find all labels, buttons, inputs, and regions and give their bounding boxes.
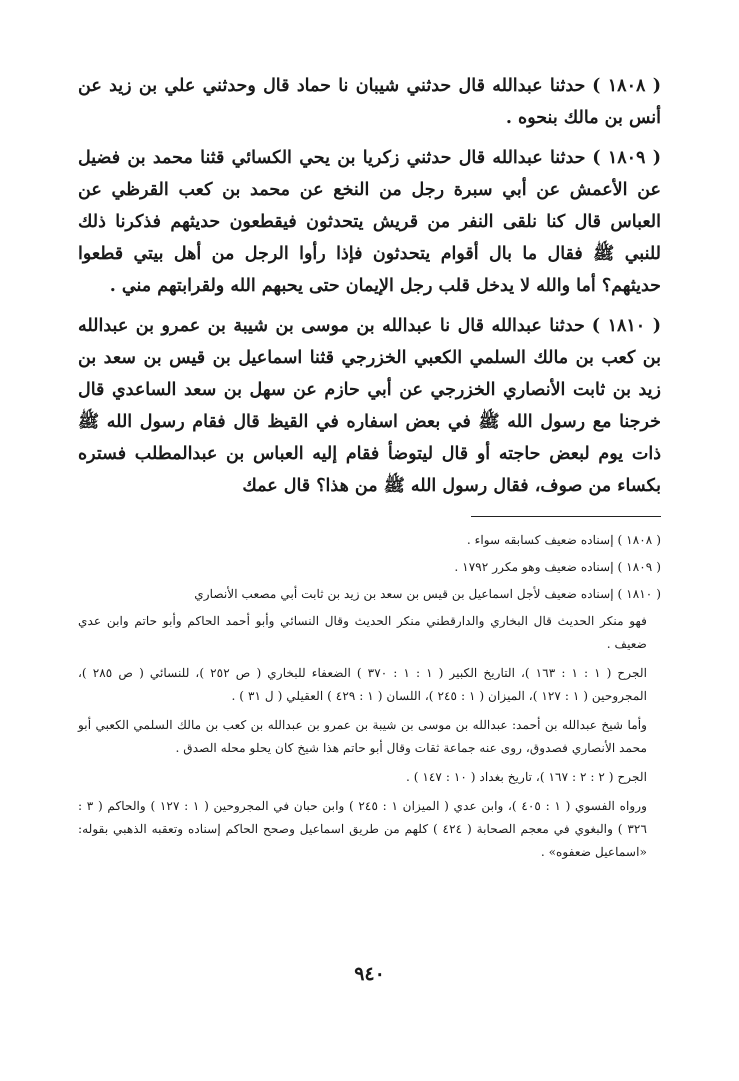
hadith-number: ( ١٨٠٩ ) [592, 148, 661, 168]
hadith-text: حدثنا عبدالله قال حدثني زكريا بن يحي الكسائي قثنا محمد بن فضيل عن الأعمش عن أبي سبرة رجل من النخع عن محمد بن كعب القرظي عن العباس قال كنا نلقى النفر من قريش يتحدثون فيقطعون حديثهم فذكرنا ذلك للنبي ﷺ فقال ما بال أقوام يتحدثون فإذا رأوا الرجل من أهل بيتي قطعوا حديثهم؟ أما والله لا يدخل قلب رجل الإيمان حتى يحبهم الله ولقرابتهم مني . [78, 148, 661, 296]
hadith-1810 [78, 310, 661, 502]
hadith-text: حدثنا عبدالله قال حدثني شيبان نا حماد قال وحدثني علي بن زيد عن أنس بن مالك بنحوه . [78, 76, 661, 128]
hadith-section [78, 70, 661, 502]
footnote-paragraph: وأما شيخ عبدالله بن أحمد: عبدالله بن موسى بن شيبة بن عمرو بن عبدالله بن كعب بن مالك السلمي الكعبي أبو محمد الأنصاري فصدوق، روى عنه جماعة ثقات وقال أبو حاتم هذا شيخ كان يحلو محله الصدق . [78, 718, 647, 755]
hadith-number: ( ١٨١٠ ) [591, 316, 661, 336]
footnote-paragraph: الجرح ( ١ : ١ : ١٦٣ )، التاريخ الكبير ( ١ : ١ : ٣٧٠ ) الضعفاء للبخاري ( ص ٢٥٢ )، للنسائي ( ص ٢٨٥ )، المجروحين ( ١ : ١٢٧ )، الميزان ( ١ : ٢٤٥ )، اللسان ( ١ : ٤٢٩ ) العقيلي ( ل ٣١ ) . [78, 666, 647, 703]
footnote-1809: ( ١٨٠٩ ) إسناده ضعيف وهو مكرر ١٧٩٢ . [454, 560, 661, 574]
footnotes-section [78, 529, 661, 864]
hadith-text: حدثنا عبدالله قال نا عبدالله بن موسى بن شيبة بن عمرو بن عبدالله بن كعب بن مالك السلمي الكعبي الخزرجي قثنا اسماعيل بن قيس بن سعد بن زيد بن ثابت الأنصاري الخزرجي عن أبي حازم عن سهل بن سعد الساعدي قال خرجنا مع رسول الله ﷺ في بعض اسفاره في القيظ قال فقام رسول الله ﷺ ذات يوم لبعض حاجته أو قال ليتوضأ فقام إليه العباس بن عبدالمطلب فستره بكساء من صوف، فقال رسول الله ﷺ من هذا؟ قال عمك [78, 316, 661, 496]
page-number: ٩٤٠ [354, 963, 385, 985]
footnote-paragraph: ورواه الفسوي ( ١ : ٤٠٥ )، وابن عدي ( الميزان ١ : ٢٤٥ ) وابن حبان في المجروحين ( ١ : ١٢٧ ) والحاكم ( ٣ : ٣٢٦ ) والبغوي في معجم الصحابة ( ٤٢٤ ) كلهم من طريق اسماعيل وصحح الحاكم إسناده وتعقبه الذهبي بقوله: «اسماعيل ضعفوه» . [78, 799, 648, 859]
footnote-1810: ( ١٨١٠ ) إسناده ضعيف لأجل اسماعيل بن قيس بن سعد بن زيد بن ثابت أبي مصعب الأنصاري [194, 587, 661, 601]
hadith-1808 [78, 70, 661, 134]
footnote-paragraph: فهو منكر الحديث قال البخاري والدارقطني منكر الحديث وقال النسائي وأبو أحمد الحاكم وأبو حاتم وابن عدي ضعيف . [78, 614, 647, 651]
footnote-1808: ( ١٨٠٨ ) إسناده ضعيف كسابقه سواء . [466, 533, 661, 547]
hadith-number: ( ١٨٠٨ ) [592, 76, 661, 96]
hadith-1809 [78, 142, 661, 302]
footnote-divider [471, 516, 661, 517]
footnote-paragraph: الجرح ( ٢ : ٢ : ١٦٧ )، تاريخ بغداد ( ١٠ : ١٤٧ ) . [405, 770, 647, 784]
page-content [78, 70, 661, 870]
